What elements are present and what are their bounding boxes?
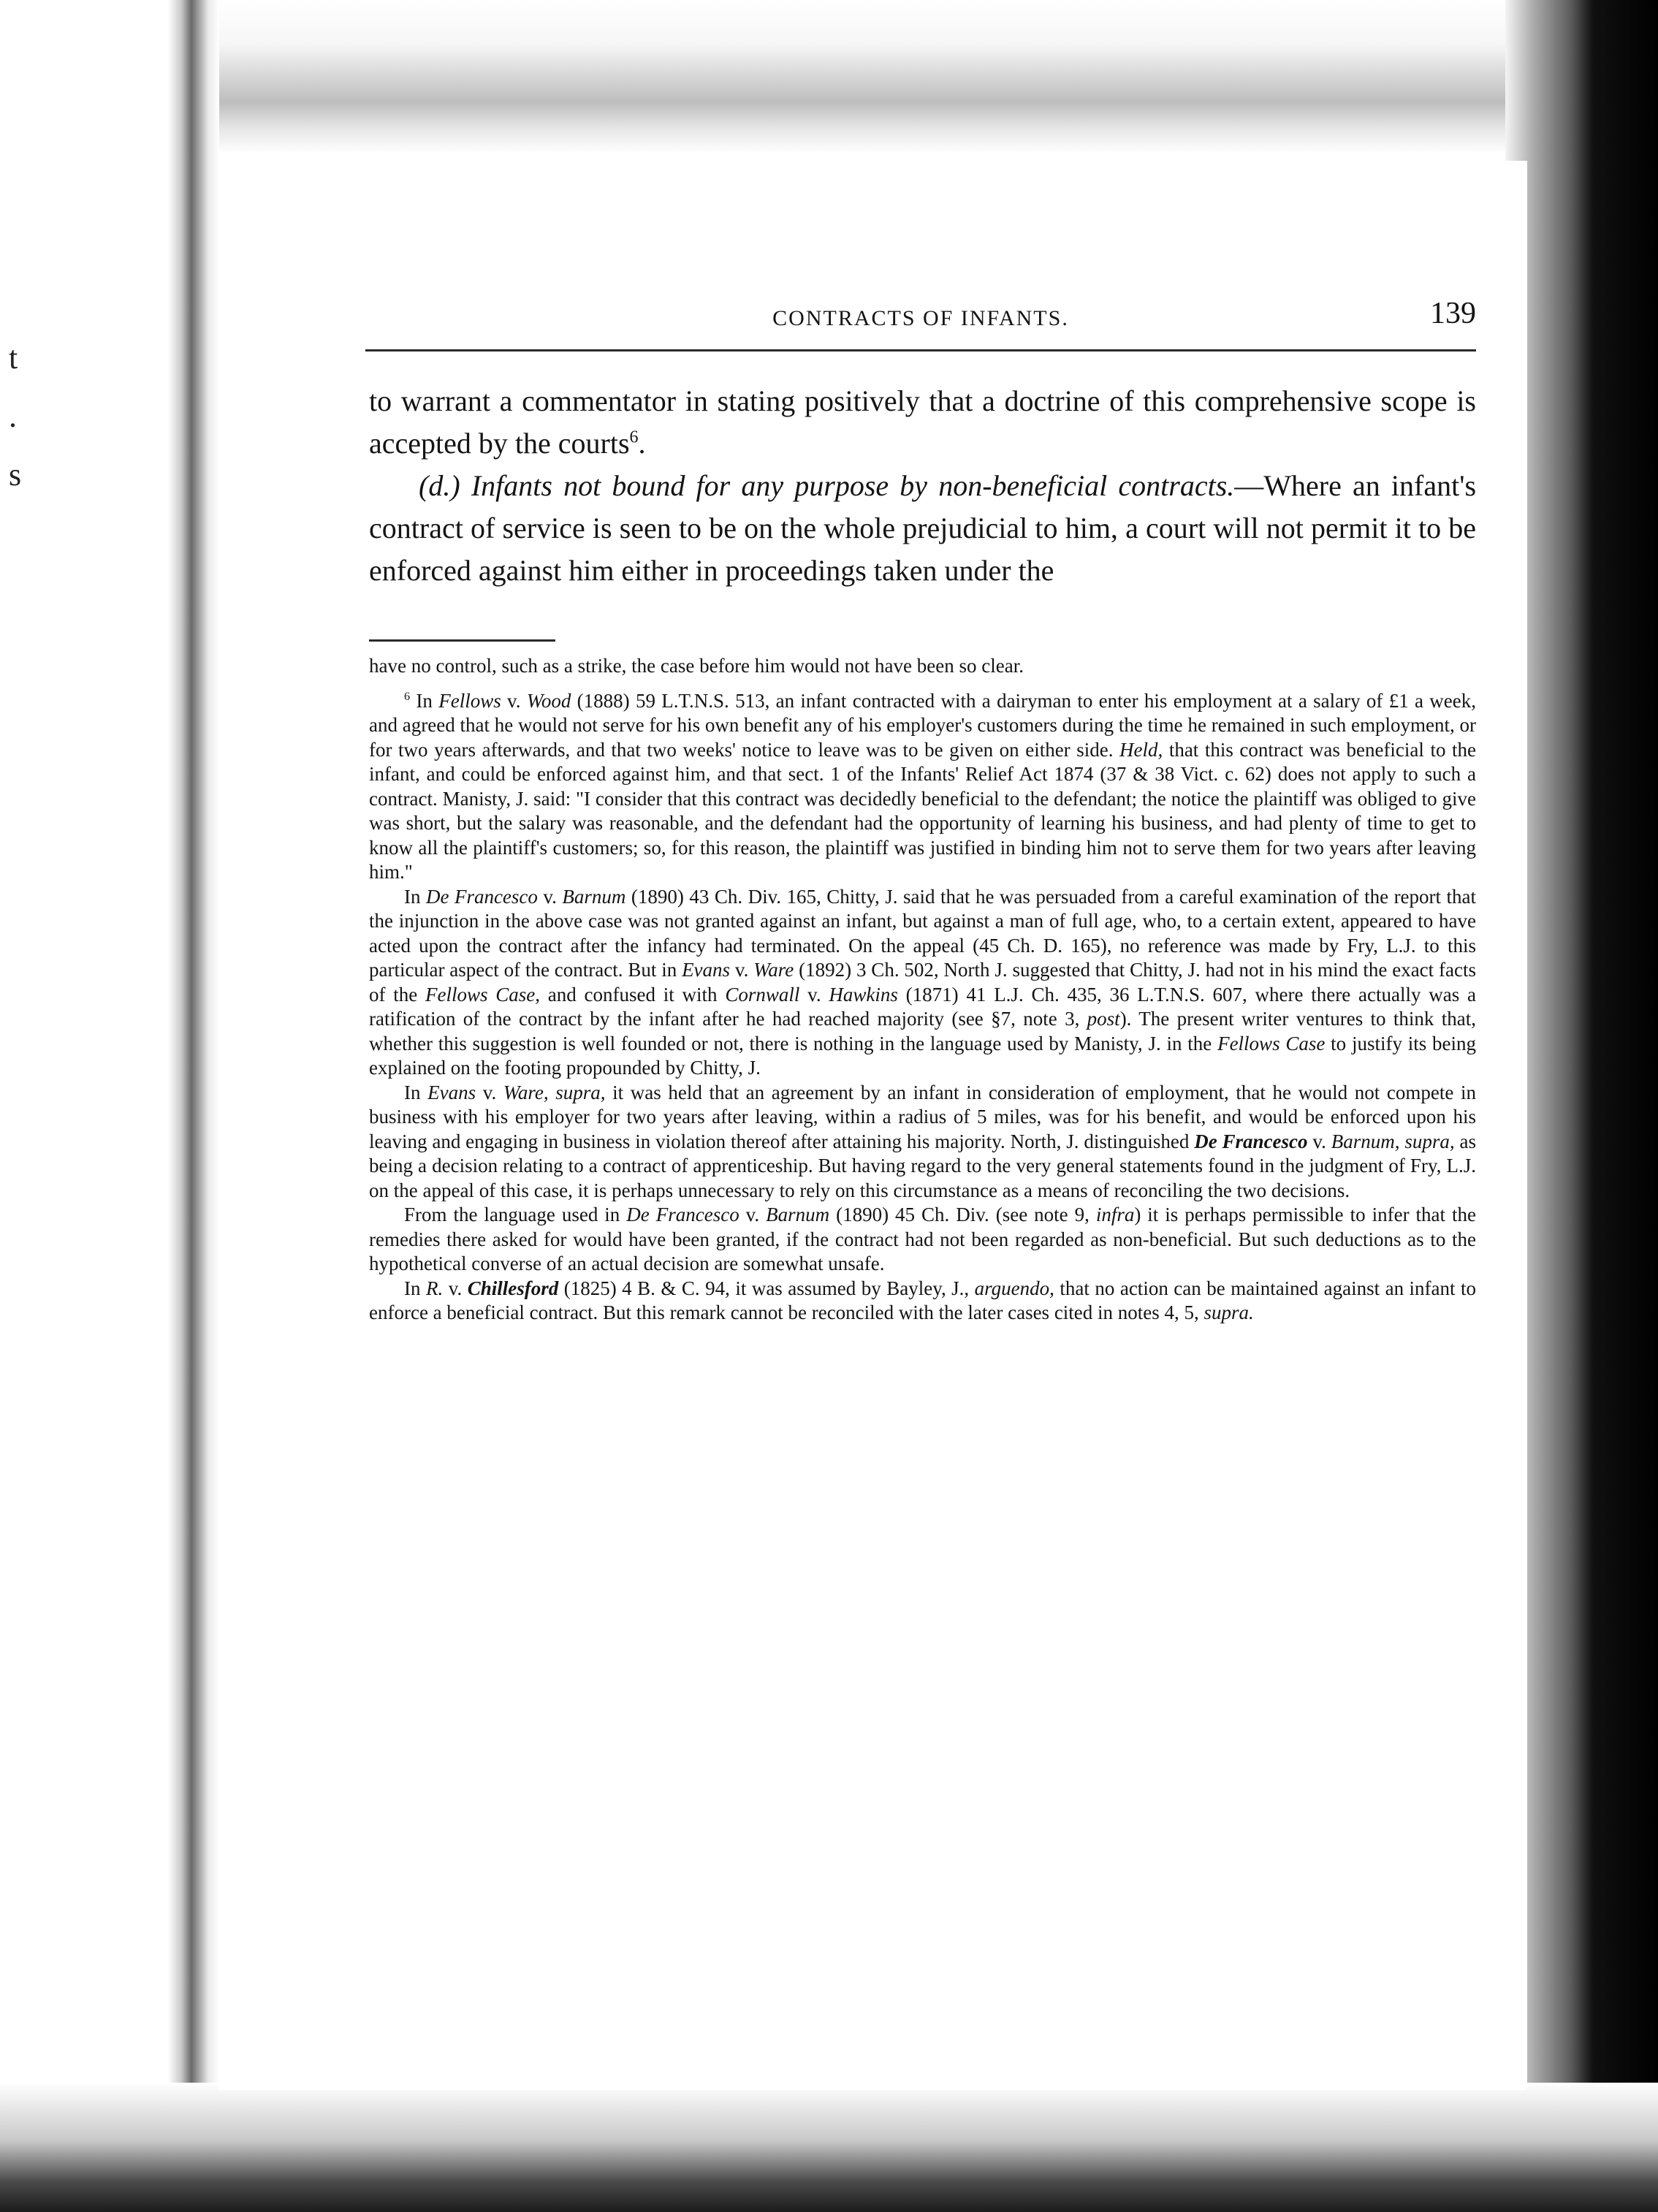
footnote-paragraph: From the language used in De Francesco v. Barnum (1890) 45 Ch. Div. (see note 9, infra) it is perhaps permissible to infer that the remedies there asked for would have been granted, if the contract had not been regarded as non-beneficial. But such deductions as to the hypothetical converse of an actual decision are somewhat unsafe. bbox=[369, 1204, 1476, 1274]
scan-shadow-top bbox=[0, 0, 1658, 153]
page-number: 139 bbox=[1430, 297, 1476, 330]
footnote-6: $^6$ In Fellows v. Wood (1888) 59 L.T.N.S. 513, an infant contracted with a dairyman to enter his employment at a salary of £1 a week, and agreed that he would not serve for his own benefit any of his employer's customers during the time he remained in such employment, or for two years afterwards, and that two weeks' notice to leave was to be given on either side. Held, that this contract was beneficial to the infant, and could be enforced against him, and that sect. 1 of the Infants' Relief Act 1874 (37 & 38 Vict. c. 62) does not apply to such a contract. Manisty, J. said: "I consider that this contract was decidedly beneficial to the defendant; the notice the plaintiff was obliged to give was short, but the salary was reasonable, and the defendant had the opportunity of learning his business, and had plenty of time to get to know all the plaintiff's customers; so, for this reason, the plaintiff was justified in binding him not to serve them for two years after leaving him." bbox=[369, 689, 1477, 883]
header-rule bbox=[365, 349, 1476, 351]
margin-mark: t bbox=[9, 340, 18, 376]
footnote-ref: 6 bbox=[629, 427, 639, 447]
book-page bbox=[219, 161, 1527, 2090]
margin-mark: s bbox=[9, 457, 22, 493]
footnote-paragraph: In Evans v. Ware, supra, it was held that an agreement by an infant in consideration of employment, that he would not compete in business with his employer for two years after leaving, within a radius of 5 miles, was for his benefit, and would be enforced upon his leaving and engaging in business in violation thereof after attaining his majority. North, J. distinguished De Francesco v. Barnum, supra, as being a decision relating to a contract of apprenticeship. But having regard to the very general statements found in the judgment of Fry, L.J. on the appeal of this case, it is perhaps unnecessary to rely on this circumstance as a means of reconciling the two decisions. bbox=[369, 1081, 1476, 1201]
margin-mark: . bbox=[9, 398, 17, 434]
running-head bbox=[365, 296, 1476, 347]
scan-shadow-right bbox=[1505, 0, 1658, 2212]
body-text bbox=[369, 380, 1476, 592]
footnote-continuation: have no control, such as a strike, the case before him would not have been so clear. bbox=[369, 655, 1024, 677]
section-label: (d.) bbox=[419, 469, 460, 502]
margin-marks bbox=[9, 329, 31, 504]
footnote-mark: 6 bbox=[404, 689, 411, 703]
footnote-rule bbox=[369, 639, 555, 642]
running-head-title: CONTRACTS OF INFANTS. bbox=[772, 306, 1069, 330]
footnotes bbox=[369, 654, 1476, 1326]
footnote-paragraph: In R. v. Chillesford (1825) 4 B. & C. 94, it was assumed by Bayley, J., arguendo, that no action can be maintained against an infant to enforce a beneficial contract. But this remark cannot be reconciled with the later cases cited in notes 4, 5, supra. bbox=[369, 1277, 1477, 1323]
footnote-paragraph: In De Francesco v. Barnum (1890) 43 Ch. Div. 165, Chitty, J. said that he was persuaded from a careful examination of the report that the injunction in the above case was not granted against an infant, but against a man of full age, who, to a certain extent, appeared to have acted upon the contract after the infancy had terminated. On the appeal (45 Ch. D. 165), no reference was made by Fry, L.J. to this particular aspect of the contract. But in Evans v. Ware (1892) 3 Ch. 502, North J. suggested that Chitty, J. had not in his mind the exact facts of the Fellows Case, and confused it with Cornwall v. Hawkins (1871) 41 L.J. Ch. 435, 36 L.T.N.S. 607, where there actually was a ratification of the contract by the infant after he had reached majority (see §7, note 3, post). The present writer ventures to think that, whether this suggestion is well founded or not, there is nothing in the language used by Manisty, J. in the Fellows Case to justify its being explained on the footing propounded by Chitty, J. bbox=[369, 885, 1477, 1079]
section-heading: Infants not bound for any purpose by non-beneficial contracts. bbox=[471, 469, 1235, 502]
scan-shadow-bottom bbox=[0, 2083, 1658, 2212]
section-paragraph: (d.) Infants not bound for any purpose by non-beneficial contracts.—Where an infant's contract of service is seen to be on the whole prejudicial to him, a court will not permit it to be enforced against him either in proceedings taken under the bbox=[369, 469, 1477, 587]
body-paragraph: to warrant a commentator in stating positively that a doctrine of this comprehensive scope is accepted by the courts$^6$. bbox=[369, 384, 1476, 460]
scan-shadow-left bbox=[0, 0, 219, 2212]
